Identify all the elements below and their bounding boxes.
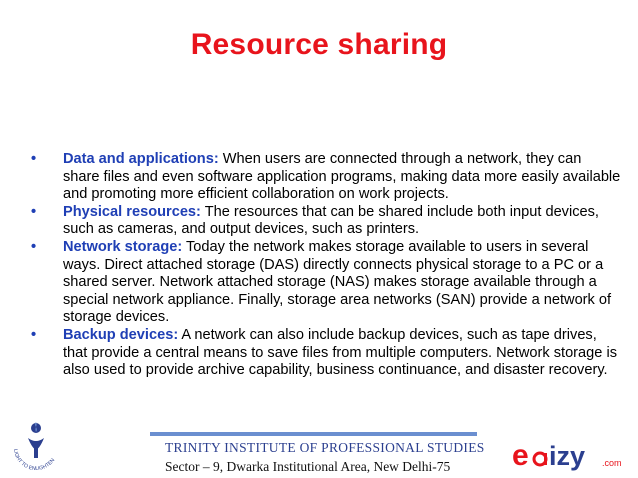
bullet-dot-icon: • [31,203,37,220]
bullet-dot-icon: • [31,151,37,167]
eazy-logo [512,439,632,473]
bullet-term: Network storage: [63,238,183,255]
bullet-text: A network can also include backup devices, such as tape drives, that provide a central means to save files from multiple computers. Network storage is also used to provide archive capability, business continuance, and disaster recovery. [63,326,617,379]
eazy-logo-prefix: e [512,439,529,472]
footer-institute: TRINITY INSTITUTE OF PROFESSIONAL STUDIES [165,440,485,455]
bullet-term: Data and applications: [63,151,219,167]
bullet-list [31,151,621,380]
bullet-text: The resources that can be shared include both input devices, such as cameras, and output devices, such as printers. [63,203,599,238]
bullet-dot-icon: • [31,326,37,343]
logo-left-text: LIGHT TO ENLIGHTEN [12,448,57,473]
eazy-a-icon [531,449,549,467]
bullet-dot-icon: • [31,238,37,255]
bullet-item [31,151,621,204]
lamp-icon [6,418,66,476]
eazy-logo-tld: .com [602,458,622,468]
bullet-term: Backup devices: [63,326,179,343]
bullet-item [31,327,621,380]
slide-title: Resource sharing [190,28,448,61]
eazy-logo-suffix: izy [549,441,586,471]
bullet-text: When users are connected through a network, they can share files and even software application programs, making data more easily available and promoting more efficient collaboration on work projects. [63,151,621,203]
bullet-item [31,204,621,239]
bullet-text: Today the network makes storage available to users in several ways. Direct attached storage (DAS) directly connects physical storage to a PC or a shared server. Network attached storage (NAS) makes storage available through a special network appliance. Finally, storage area networks (SAN) provide a network of storage devices. [63,238,612,326]
bullet-term: Physical resources: [63,203,201,220]
footer-address: Sector – 9, Dwarka Institutional Area, New Delhi-75 [165,459,451,474]
footer-divider [150,432,477,436]
bullet-item [31,239,621,327]
